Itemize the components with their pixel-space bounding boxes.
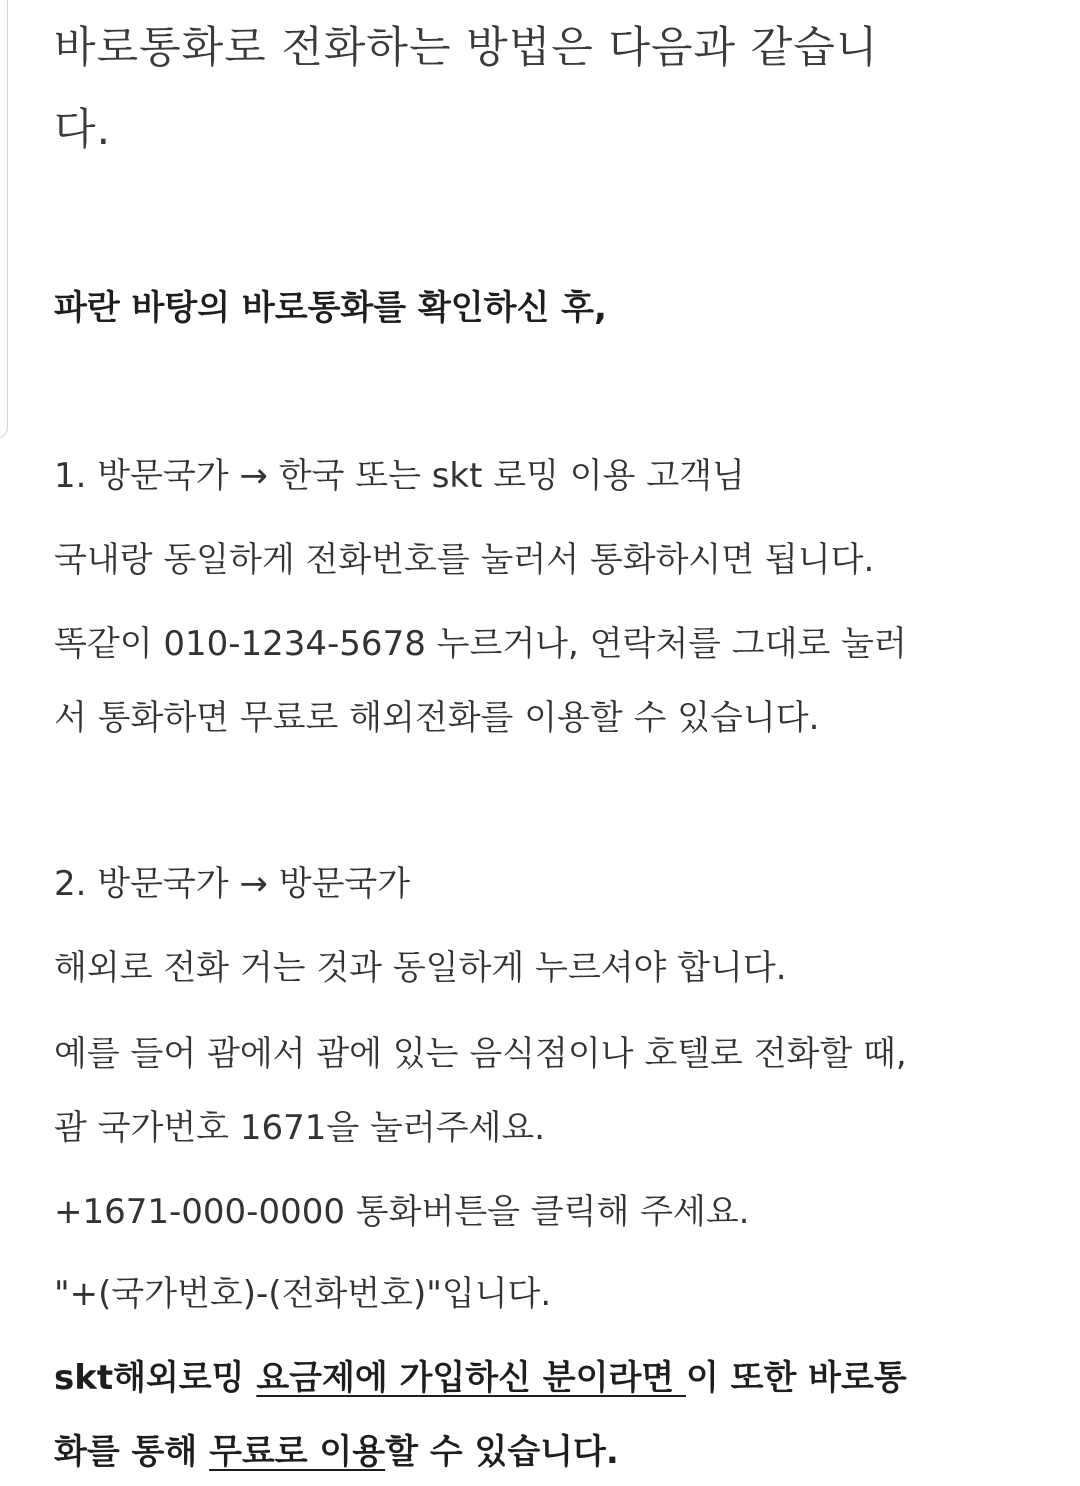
closing-text-1b: 이 또한 바로통 [685, 1358, 907, 1398]
section2-line-2: 예를 들어 괌에서 괌에 있는 음식점이나 호텔로 전화할 때, [54, 1034, 907, 1074]
intro-line-1: 바로통화로 전화하는 방법은 다음과 같습니 [54, 23, 879, 73]
section2-title: 2. 방문국가 → 방문국가 [54, 864, 411, 904]
closing-line-2 [54, 1424, 619, 1473]
section1-line-2: 똑같이 010-1234-5678 누르거나, 연락처를 그대로 눌러 [54, 624, 907, 664]
section2-line-3: 괌 국가번호 1671을 눌러주세요. [54, 1108, 546, 1148]
closing-text-1a: skt해외로밍 [54, 1358, 257, 1398]
intro-line-2: 다. [54, 105, 112, 155]
free-use-link[interactable]: 무료로 이용 [209, 1432, 386, 1472]
left-edge-panel [0, 0, 8, 438]
plan-signup-link[interactable]: 요금제에 가입하신 분이라면 [256, 1358, 686, 1398]
section2-line-1: 해외로 전화 거는 것과 동일하게 누르셔야 합니다. [54, 948, 787, 988]
section1-line-3: 서 통화하면 무료로 해외전화를 이용할 수 있습니다. [54, 698, 820, 738]
lead-text: 파란 바탕의 바로통화를 확인하신 후, [54, 288, 607, 328]
closing-text-2b: 할 수 있습니다. [385, 1432, 619, 1472]
closing-text-2a: 화를 통해 [54, 1432, 210, 1472]
closing-line-1 [54, 1350, 907, 1399]
section2-line-4: +1671-000-0000 통화버튼을 클릭해 주세요. [54, 1192, 750, 1232]
section2-line-5: "+(국가번호)-(전화번호)"입니다. [54, 1274, 552, 1314]
section1-line-1: 국내랑 동일하게 전화번호를 눌러서 통화하시면 됩니다. [54, 540, 875, 580]
section1-title: 1. 방문국가 → 한국 또는 skt 로밍 이용 고객님 [54, 456, 745, 496]
